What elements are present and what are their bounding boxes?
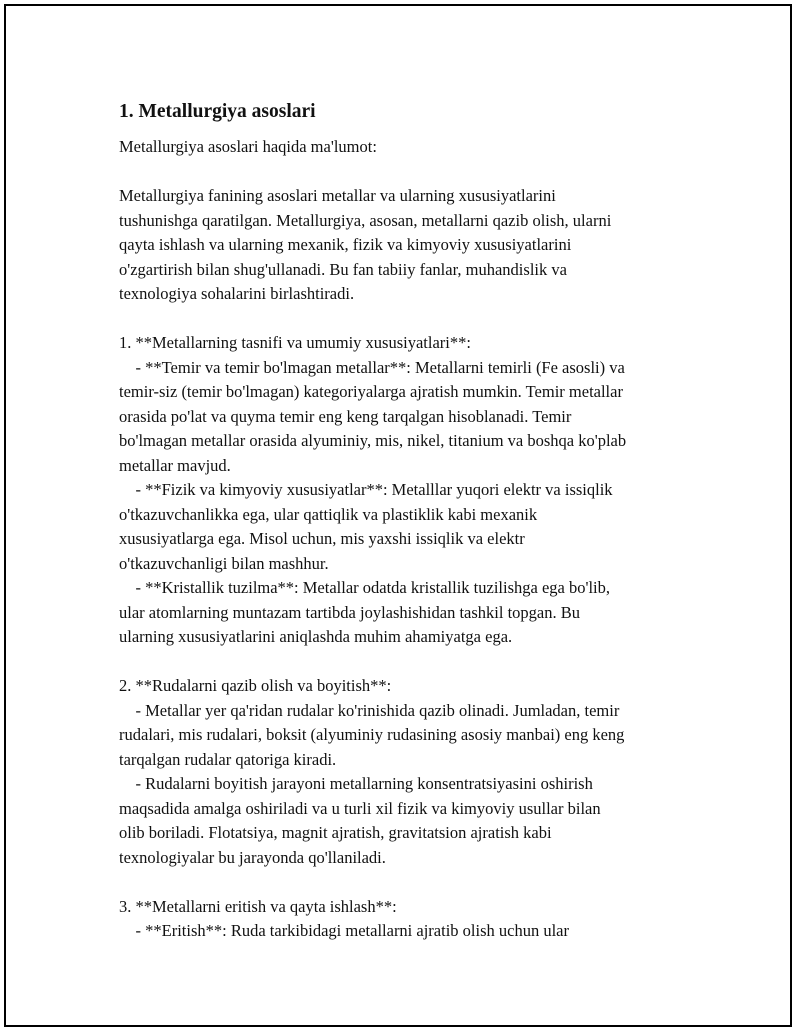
text-line: texnologiya sohalarini birlashtiradi.	[119, 284, 355, 303]
text-line: o'zgartirish bilan shug'ullanadi. Bu fan tabiiy fanlar, muhandislik va	[119, 259, 567, 279]
text-line: texnologiyalar bu jarayonda qo'llaniladi.	[119, 847, 386, 867]
text-line: qayta ishlash va ularning mexanik, fizik va kimyoviy xususiyatlarini	[119, 235, 572, 254]
blank-line	[119, 870, 709, 895]
document-title: 1. Metallurgiya asoslari	[119, 101, 316, 122]
text-line: - Metallar yer qa'ridan rudalar ko'rinishida qazib olinadi. Jumladan, temir	[119, 700, 620, 720]
text-line: - **Eritish**: Ruda tarkibidagi metallarni ajratib olish uchun ular	[119, 921, 569, 940]
text-line: o'tkazuvchanligi bilan mashhur.	[119, 553, 329, 573]
text-line: tushunishga qaratilgan. Metallurgiya, asosan, metallarni qazib olish, ularni	[119, 210, 612, 230]
text-line: tarqalgan rudalar qatoriga kiradi.	[119, 749, 337, 769]
text-line: - **Kristallik tuzilma**: Metallar odatda kristallik tuzilishga ega bo'lib,	[119, 578, 610, 597]
intro-text: Metallurgiya asoslari haqida ma'lumot:	[119, 137, 377, 156]
text-line: o'tkazuvchanlikka ega, ular qattiqlik va plastiklik kabi mexanik	[119, 504, 538, 524]
text-line: olib boriladi. Flotatsiya, magnit ajratish, gravitatsion ajratish kabi	[119, 823, 552, 842]
text-line: 3. **Metallarni eritish va qayta ishlash**:	[119, 896, 397, 916]
text-line: maqsadida amalga oshiriladi va u turli xil fizik va kimyoviy usullar bilan	[119, 798, 601, 818]
text-line: metallar mavjud.	[119, 455, 231, 475]
text-line: bo'lmagan metallar orasida alyuminiy, mis, nikel, titanium va boshqa ko'plab	[119, 431, 627, 450]
text-line: - **Fizik va kimyoviy xususiyatlar**: Metalllar yuqori elektr va issiqlik	[119, 480, 613, 499]
text-line: ular atomlarning muntazam tartibda joylashishidan tashkil topgan. Bu	[119, 602, 580, 622]
blank-line	[119, 650, 709, 675]
text-line: 1. **Metallarning tasnifi va umumiy xususiyatlari**:	[119, 333, 471, 352]
text-line: Metallurgiya fanining asoslari metallar va ularning xususiyatlarini	[119, 186, 556, 205]
text-line: - **Temir va temir bo'lmagan metallar**: Metallarni temirli (Fe asosli) va	[119, 357, 625, 377]
text-line: temir-siz (temir bo'lmagan) kategoriyalarga ajratish mumkin. Temir metallar	[119, 382, 623, 401]
document-content	[119, 98, 709, 944]
text-line: xususiyatlarga ega. Misol uchun, mis yaxshi issiqlik va elektr	[119, 529, 525, 548]
text-line: 2. **Rudalarni qazib olish va boyitish**:	[119, 676, 392, 695]
blank-line	[119, 307, 709, 332]
text-line: rudalari, mis rudalari, boksit (alyuminiy rudasining asosiy manbai) eng keng	[119, 725, 625, 744]
text-line: orasida po'lat va quyma temir eng keng tarqalgan hisoblanadi. Temir	[119, 406, 572, 426]
document-page	[4, 4, 792, 1027]
body-text	[119, 184, 709, 944]
text-line: - Rudalarni boyitish jarayoni metallarning konsentratsiyasini oshirish	[119, 774, 593, 793]
text-line: ularning xususiyatlarini aniqlashda muhim ahamiyatga ega.	[119, 627, 513, 646]
